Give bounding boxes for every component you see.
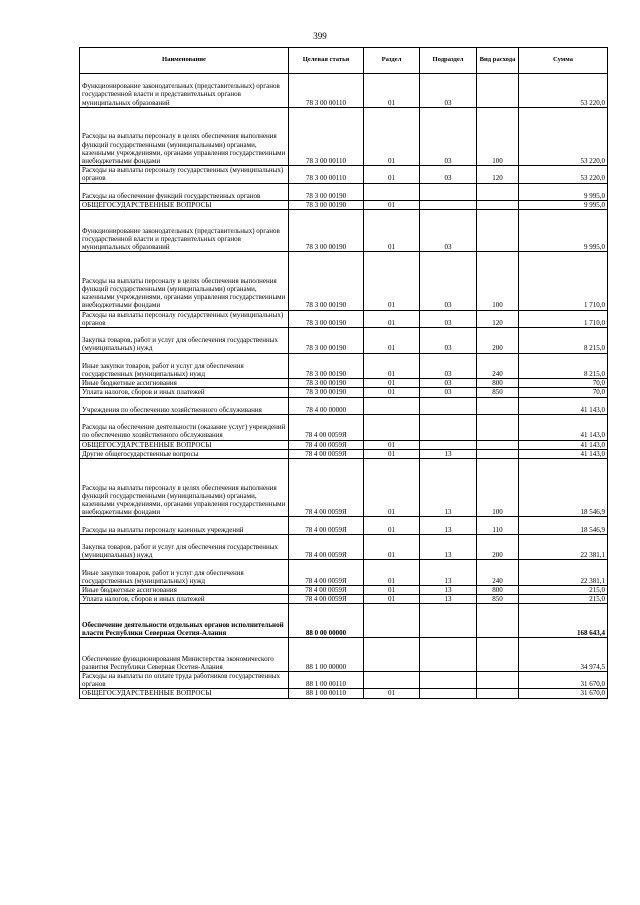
table-row (80, 585, 608, 594)
row-target-code: 78 4 00 0059Я (289, 595, 364, 604)
row-expense-type: 200 (477, 534, 519, 560)
row-target-code: 78 3 00 00190 (289, 327, 364, 353)
table-row (80, 310, 608, 327)
row-expense-type: 800 (477, 585, 519, 594)
row-subsection (420, 397, 477, 414)
row-expense-type (477, 440, 519, 449)
row-target-code: 78 3 00 00190 (289, 379, 364, 388)
table-row (80, 440, 608, 449)
row-subsection: 13 (420, 534, 477, 560)
row-expense-type: 100 (477, 107, 519, 165)
row-subsection: 13 (420, 595, 477, 604)
row-name: Уплата налогов, сборов и иных платежей (80, 388, 289, 397)
row-section (364, 671, 420, 688)
row-expense-type (477, 183, 519, 200)
row-name: Иные бюджетные ассигнования (80, 379, 289, 388)
row-section: 01 (364, 107, 420, 165)
row-target-code: 78 4 00 0059Я (289, 414, 364, 440)
row-section: 01 (364, 74, 420, 108)
table-row (80, 449, 608, 458)
table-row (80, 379, 608, 388)
row-subsection: 13 (420, 585, 477, 594)
table-row (80, 638, 608, 672)
row-expense-type (477, 210, 519, 252)
row-target-code: 78 3 00 00190 (289, 183, 364, 200)
row-name: Иные закупки товаров, работ и услуг для обеспечения государственных (муниципальных) нужд (80, 560, 289, 586)
row-target-code: 78 4 00 0059Я (289, 560, 364, 586)
row-expense-type (477, 638, 519, 672)
header-name: Наименование (80, 48, 289, 74)
row-subsection (420, 689, 477, 698)
row-subsection (420, 671, 477, 688)
table-row (80, 107, 608, 165)
row-name: Обеспечение функционирования Министерства экономического развития Республики Северная Осетия-Алания (80, 638, 289, 672)
row-expense-type: 200 (477, 327, 519, 353)
header-expense-type: Вид расхода (477, 48, 519, 74)
row-section: 01 (364, 440, 420, 449)
row-name: ОБЩЕГОСУДАРСТВЕННЫЕ ВОПРОСЫ (80, 440, 289, 449)
row-section (364, 183, 420, 200)
row-subsection: 03 (420, 252, 477, 310)
row-subsection (420, 638, 477, 672)
row-subsection: 13 (420, 449, 477, 458)
row-expense-type: 240 (477, 353, 519, 379)
row-name: Функционирование законодательных (представительных) органов государственной власти и представительных органов муниципальных образований (80, 210, 289, 252)
row-target-code: 78 4 00 0059Я (289, 517, 364, 534)
row-amount: 31 670,0 (519, 671, 608, 688)
row-name: Уплата налогов, сборов и иных платежей (80, 595, 289, 604)
row-amount: 53 220,0 (519, 166, 608, 183)
row-subsection (420, 414, 477, 440)
row-target-code: 78 3 00 00190 (289, 353, 364, 379)
row-target-code: 78 4 00 0059Я (289, 458, 364, 516)
table-row (80, 671, 608, 688)
row-target-code: 78 3 00 00190 (289, 252, 364, 310)
row-amount: 34 974,5 (519, 638, 608, 672)
table-row (80, 595, 608, 604)
row-expense-type: 240 (477, 560, 519, 586)
row-target-code: 88 1 00 00110 (289, 671, 364, 688)
row-subsection: 03 (420, 107, 477, 165)
row-expense-type (477, 449, 519, 458)
budget-table (79, 47, 608, 699)
row-section (364, 414, 420, 440)
row-amount: 41 143,0 (519, 440, 608, 449)
row-target-code: 78 3 00 00190 (289, 210, 364, 252)
row-section: 01 (364, 353, 420, 379)
row-name: Расходы на выплаты персоналу государственных (муниципальных) органов (80, 166, 289, 183)
row-amount: 41 143,0 (519, 449, 608, 458)
table-row (80, 327, 608, 353)
table-row (80, 689, 608, 698)
row-subsection (420, 200, 477, 209)
row-expense-type: 800 (477, 379, 519, 388)
row-section: 01 (364, 449, 420, 458)
row-section: 01 (364, 388, 420, 397)
row-section: 01 (364, 310, 420, 327)
table-row (80, 74, 608, 108)
row-name: Учреждения по обеспечению хозяйственного обслуживания (80, 397, 289, 414)
row-name: ОБЩЕГОСУДАРСТВЕННЫЕ ВОПРОСЫ (80, 200, 289, 209)
row-target-code: 78 3 00 00110 (289, 74, 364, 108)
row-amount: 9 995,0 (519, 183, 608, 200)
header-section: Раздел (364, 48, 420, 74)
row-target-code: 78 3 00 00110 (289, 107, 364, 165)
table-row (80, 200, 608, 209)
row-amount: 31 670,0 (519, 689, 608, 698)
table-row (80, 166, 608, 183)
row-target-code: 78 3 00 00190 (289, 310, 364, 327)
row-expense-type: 110 (477, 517, 519, 534)
row-section (364, 604, 420, 638)
row-target-code: 88 1 00 00110 (289, 689, 364, 698)
row-name: Закупка товаров, работ и услуг для обеспечения государственных (муниципальных) нужд (80, 327, 289, 353)
row-amount: 8 215,0 (519, 353, 608, 379)
row-section: 01 (364, 585, 420, 594)
row-amount: 9 995,0 (519, 210, 608, 252)
row-expense-type (477, 604, 519, 638)
table-header-row (80, 48, 608, 74)
row-section: 01 (364, 327, 420, 353)
table-row (80, 604, 608, 638)
header-target: Целевая статья (289, 48, 364, 74)
row-target-code: 78 4 00 0059Я (289, 440, 364, 449)
row-section: 01 (364, 560, 420, 586)
page-number: 399 (313, 31, 327, 41)
row-section: 01 (364, 689, 420, 698)
row-subsection: 03 (420, 310, 477, 327)
row-name: Расходы на выплаты персоналу в целях обеспечения выполнения функций государственными (муниципальными) органами, казенными учреждениями, органами управления государственными внебюджетными фондами (80, 107, 289, 165)
row-subsection (420, 440, 477, 449)
row-amount: 1 710,0 (519, 252, 608, 310)
row-amount: 8 215,0 (519, 327, 608, 353)
row-name: Расходы на выплаты по оплате труда работников государственных органов (80, 671, 289, 688)
row-subsection: 13 (420, 458, 477, 516)
row-subsection (420, 183, 477, 200)
row-section: 01 (364, 200, 420, 209)
row-amount: 41 143,0 (519, 414, 608, 440)
row-expense-type: 120 (477, 310, 519, 327)
row-name: Функционирование законодательных (представительных) органов государственной власти и представительных органов муниципальных образований (80, 74, 289, 108)
row-section: 01 (364, 517, 420, 534)
table-row (80, 388, 608, 397)
row-amount: 53 220,0 (519, 107, 608, 165)
table-row (80, 183, 608, 200)
table-row (80, 353, 608, 379)
row-name: Расходы на выплаты персоналу казенных учреждений (80, 517, 289, 534)
row-target-code: 78 3 00 00190 (289, 388, 364, 397)
row-subsection: 03 (420, 388, 477, 397)
row-name: Обеспечение деятельности отдельных органов исполнительной власти Республики Северная Осетия-Алания (80, 604, 289, 638)
row-subsection: 13 (420, 517, 477, 534)
row-name: Закупка товаров, работ и услуг для обеспечения государственных (муниципальных) нужд (80, 534, 289, 560)
row-amount: 1 710,0 (519, 310, 608, 327)
row-amount: 18 546,9 (519, 458, 608, 516)
row-subsection: 03 (420, 74, 477, 108)
row-section: 01 (364, 534, 420, 560)
row-expense-type (477, 74, 519, 108)
row-expense-type (477, 200, 519, 209)
row-subsection: 13 (420, 560, 477, 586)
row-expense-type: 850 (477, 595, 519, 604)
row-name: Расходы на выплаты персоналу государственных (муниципальных) органов (80, 310, 289, 327)
table-row (80, 458, 608, 516)
row-amount: 70,0 (519, 388, 608, 397)
row-section: 01 (364, 210, 420, 252)
row-amount: 53 220,0 (519, 74, 608, 108)
row-name: Расходы на обеспечение деятельности (оказание услуг) учреждений по обеспечению хозяйственного обслуживания (80, 414, 289, 440)
table-row (80, 252, 608, 310)
row-amount: 22 381,1 (519, 534, 608, 560)
row-expense-type: 100 (477, 252, 519, 310)
header-subsection: Подраздел (420, 48, 477, 74)
row-subsection: 03 (420, 166, 477, 183)
row-section: 01 (364, 166, 420, 183)
row-target-code: 78 4 00 0059Я (289, 534, 364, 560)
row-target-code: 78 3 00 00110 (289, 166, 364, 183)
row-amount: 215,0 (519, 585, 608, 594)
table-row (80, 210, 608, 252)
row-expense-type (477, 689, 519, 698)
row-name: Иные бюджетные ассигнования (80, 585, 289, 594)
row-target-code: 78 4 00 00000 (289, 397, 364, 414)
row-name: Расходы на обеспечение функций государственных органов (80, 183, 289, 200)
row-subsection (420, 604, 477, 638)
row-subsection: 03 (420, 327, 477, 353)
row-section: 01 (364, 252, 420, 310)
row-name: ОБЩЕГОСУДАРСТВЕННЫЕ ВОПРОСЫ (80, 689, 289, 698)
row-expense-type (477, 397, 519, 414)
row-name: Расходы на выплаты персоналу в целях обеспечения выполнения функций государственными (муниципальными) органами, казенными учреждениями, органами управления государственными внебюджетными фондами (80, 252, 289, 310)
table-row (80, 517, 608, 534)
table-row (80, 534, 608, 560)
table-body (80, 74, 608, 699)
row-amount: 18 546,9 (519, 517, 608, 534)
row-target-code: 78 3 00 00190 (289, 200, 364, 209)
row-subsection: 03 (420, 379, 477, 388)
row-section: 01 (364, 595, 420, 604)
row-target-code: 78 4 00 0059Я (289, 585, 364, 594)
row-section (364, 638, 420, 672)
row-section: 01 (364, 379, 420, 388)
table-row (80, 560, 608, 586)
row-target-code: 78 4 00 0059Я (289, 449, 364, 458)
row-expense-type: 100 (477, 458, 519, 516)
table-row (80, 414, 608, 440)
row-name: Расходы на выплаты персоналу в целях обеспечения выполнения функций государственными (муниципальными) органами, казенными учреждениями, органами управления государственными внебюджетными фондами (80, 458, 289, 516)
row-section: 01 (364, 458, 420, 516)
row-amount: 9 995,0 (519, 200, 608, 209)
row-subsection: 03 (420, 210, 477, 252)
row-amount: 70,0 (519, 379, 608, 388)
row-amount: 41 143,0 (519, 397, 608, 414)
row-expense-type (477, 414, 519, 440)
row-target-code: 88 0 00 00000 (289, 604, 364, 638)
table-row (80, 397, 608, 414)
row-section (364, 397, 420, 414)
row-name: Иные закупки товаров, работ и услуг для обеспечения государственных (муниципальных) нужд (80, 353, 289, 379)
row-expense-type: 120 (477, 166, 519, 183)
row-name: Другие общегосударственные вопросы (80, 449, 289, 458)
row-expense-type (477, 671, 519, 688)
row-amount: 168 643,4 (519, 604, 608, 638)
header-amount: Сумма (519, 48, 608, 74)
row-target-code: 88 1 00 00000 (289, 638, 364, 672)
row-amount: 22 381,1 (519, 560, 608, 586)
row-expense-type: 850 (477, 388, 519, 397)
row-subsection: 03 (420, 353, 477, 379)
row-amount: 215,0 (519, 595, 608, 604)
